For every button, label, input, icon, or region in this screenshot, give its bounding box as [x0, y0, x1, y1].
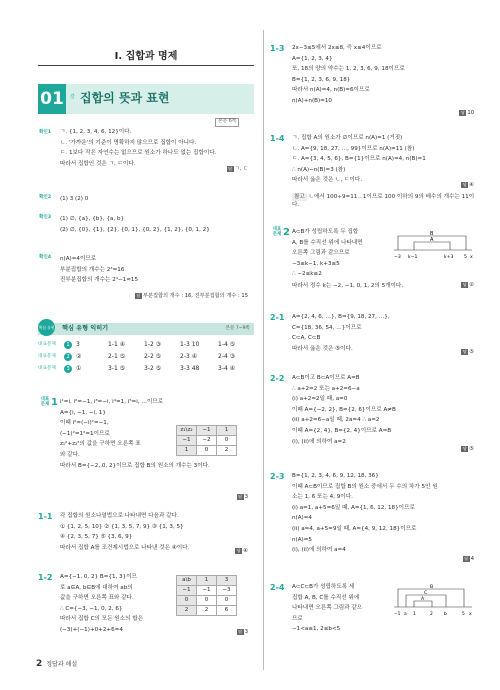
grid-cell: 1-1 ④: [108, 341, 126, 348]
table-cell: −1: [177, 586, 197, 596]
problem-2-2-solution: [270, 374, 480, 460]
grid-cell: 1-2 ③: [144, 341, 162, 348]
line: 따라서 집합 A를 조건제시법으로 나타낸 것은 ④이다.: [60, 544, 190, 551]
table-cell: z₁\z₂: [177, 426, 197, 436]
line: B={1, 2, 3, 6, 9, 18}: [292, 76, 351, 83]
practice-tag: 핵심 유형: [38, 319, 55, 336]
table-z: [176, 425, 237, 456]
line: ∴ n(A)−n(B)=3 (참): [292, 166, 346, 173]
block-label: 대표 문제: [40, 397, 50, 407]
problem-1-1-solution: [38, 512, 254, 560]
practice-range: 본문 7~9쪽: [225, 326, 250, 331]
practice-header: [38, 323, 254, 335]
problem-1-4-solution: [270, 134, 480, 194]
line: n(A)=4: [292, 515, 312, 522]
number-line-1: [392, 228, 474, 262]
grid-cell: 1-3 10: [180, 341, 200, 348]
grid-label: 대표문제: [38, 342, 56, 347]
number-line-2: [392, 583, 474, 617]
grid-row: [38, 352, 254, 364]
answer: 답 ④: [236, 548, 248, 554]
footer-text: 정답과 해설: [46, 661, 78, 668]
grid-number: 3: [64, 365, 72, 373]
check-block-1: [38, 128, 254, 184]
tick-label: 5: [464, 255, 467, 260]
chapter-title: I. 집합과 명제: [38, 50, 254, 64]
table-cell: 2: [177, 606, 197, 616]
line: 집합 A, B, C를 수직선 위에: [292, 594, 360, 601]
grid-cell: 1-4 ⑤: [218, 341, 236, 348]
set-label: B: [430, 231, 434, 237]
line: ① {1, 2, 5, 10} ② {1, 3, 5, 7, 9} ③ {1, 3, 5}: [60, 523, 184, 530]
grid-cell: 3-2 ⑤: [144, 365, 162, 372]
tick-label: −1: [394, 612, 401, 617]
practice-title: 핵심 유형 익히기: [62, 325, 109, 332]
line: 따라서 B={−2, 0, 2}이므로 집합 B의 원소의 개수는 3이다.: [60, 462, 210, 469]
line: 따라서 n(A)=4, n(B)=6이므로: [292, 87, 370, 94]
set-label: B: [430, 585, 434, 590]
problem-number: 1-4: [270, 134, 285, 143]
tick-label: x: [470, 255, 473, 260]
problem-number: 2-4: [270, 583, 285, 592]
table-cell: 0: [177, 596, 197, 606]
line: A⊂C⊂B가 성립하도록 세: [292, 584, 355, 590]
grid-label: 대표문제: [38, 366, 56, 371]
line: (ii) a+2=6−a일 때, 2a=4 ∴ a=2: [292, 417, 380, 424]
line: 각 집합의 원소나열법으로 나타내면 다음과 같다.: [60, 513, 179, 519]
answer: 답 ⑤: [462, 446, 474, 452]
table-cell: 0: [197, 446, 217, 456]
table-cell: 1: [197, 576, 217, 586]
line: 나타내면 오른쪽 그림과 같으: [292, 605, 363, 612]
line: 값을 구하면 오른쪽 표와 같다.: [60, 595, 134, 602]
line: ㄷ. 1보다 작은 자연수는 없으므로 원소가 하나도 없는 집합이다.: [60, 150, 217, 157]
block-label: 대표 문제: [272, 227, 282, 237]
problem-number: 1-3: [270, 44, 285, 53]
table-cell: 6: [217, 606, 237, 616]
line: 와 같다.: [60, 452, 80, 459]
line: 따라서 집합 C의 모든 원소의 합은: [60, 616, 144, 623]
line: ∴ −2≤k≤2: [292, 271, 322, 278]
table-cell: a\b: [177, 576, 197, 586]
set-label: A: [430, 237, 434, 243]
check-block-2: [38, 195, 254, 207]
table-cell: 3: [217, 576, 237, 586]
problem-number: 1-1: [38, 512, 53, 521]
table-cell: 0: [217, 596, 237, 606]
line: A⊂B가 성립하도록 두 집합: [292, 229, 359, 235]
line: A, B를 수직선 위에 나타내면: [292, 239, 363, 246]
line: (i) a+2=2일 때, a=0: [292, 396, 348, 403]
line: A={1, 2, 3, 4}: [292, 55, 333, 62]
problem-number: 2-1: [270, 313, 285, 322]
line: (1) 3 (2) 0: [60, 196, 89, 202]
block-label: 확인1: [38, 130, 52, 135]
line: 이때 A⊂B이므로 집합 B의 원소 중에서 두 수의 차가 5인 원: [292, 483, 438, 490]
grid-cell: 3: [76, 341, 80, 348]
answer-grid: [38, 340, 254, 376]
line: (−1)²=1²=1이므로: [60, 430, 110, 437]
tick-label: −3: [394, 255, 401, 260]
column-divider: [263, 30, 264, 670]
line: ㄱ. 집합 A의 원소가 ∅이므로 n(A)=1 (거짓): [292, 135, 403, 141]
line: ㄴ에서 100÷9=11…1이므로 100 이하의 9의 배수의 개수는 11이다.: [292, 194, 475, 209]
grid-row: [38, 364, 254, 376]
answer: 답 4: [464, 556, 474, 562]
section-suffix: 강: [70, 94, 75, 100]
set-label: A: [421, 597, 425, 602]
note-tag: 참고: [294, 194, 305, 200]
grid-cell: 3-4 ④: [218, 365, 236, 372]
tick-label: 2: [430, 612, 433, 617]
line: z₁²+z₂²의 값을 구하면 오른쪽 표: [60, 441, 141, 448]
block-label: 확인3: [38, 215, 52, 220]
line: A={i, −1, −i, 1}: [60, 409, 106, 416]
line: i¹=i, i²=−1, i³=−i, i⁴=1, i⁵=i, …이므로: [60, 399, 164, 405]
tick-label: 5: [462, 612, 465, 617]
grid-cell: 2-4 ③: [218, 353, 236, 360]
line: A={2, 4, 6, …}, B={9, 18, 27, …},: [292, 314, 390, 320]
grid-number: 2: [64, 353, 72, 361]
grid-cell: 2-3 ④: [180, 353, 198, 360]
line: 오른쪽 그림과 같으므로: [292, 250, 350, 257]
line: −3≤k−1, k+3≤5: [292, 260, 340, 267]
answer: 답 3: [238, 629, 248, 635]
line: 므로: [292, 615, 303, 622]
line: 따라서 집합인 것은 ㄱ, ㄷ이다.: [60, 160, 136, 167]
section-number: 01: [38, 84, 66, 114]
table-cell: −2: [197, 436, 217, 446]
table-cell: 0: [217, 436, 237, 446]
grid-cell: 3-1 ⑤: [108, 365, 126, 372]
section-banner: [38, 84, 254, 114]
line: 2x−3≤5에서 2x≤8, 즉 x≤4이므로: [292, 45, 382, 51]
line: (i), (ii)에 의하여 a=4: [292, 547, 346, 554]
line: A={−1, 0, 2} B={1, 3}이므: [60, 574, 138, 580]
page-number: 2: [36, 659, 43, 669]
grid-label: 대표문제: [38, 354, 56, 359]
block-label: 확인2: [38, 195, 52, 200]
line: (i), (ii)에 의하여 a=2: [292, 438, 346, 445]
line: C={18, 36, 54, …}이므로: [292, 324, 362, 331]
tick-label: a: [404, 612, 407, 617]
line: ㄷ. A={3, 4, 5, 6}, B={1}이므로 n(A)=4, n(B)=1: [292, 156, 426, 163]
line: n(A)+n(B)=10: [292, 98, 332, 105]
grid-cell: 2-1 ⑤: [108, 353, 126, 360]
line: 따라서 정수 k는 −2, −1, 0, 1, 2의 5개이다.: [292, 283, 404, 289]
table-cell: 1: [177, 446, 197, 456]
answer: 답 ④: [462, 182, 474, 188]
problem-number: 1: [51, 397, 58, 408]
line: ㄴ. A={9, 18, 27, …, 99}이므로 n(A)=11 (참): [292, 145, 415, 152]
answer: 답 10: [460, 110, 474, 116]
grid-cell: ①: [76, 365, 82, 372]
line: 이때 A={−2, 2}, B={2, 6}이므로 A≠B: [292, 406, 396, 413]
tick-label: k−1: [408, 255, 418, 260]
line: (2) ∅, {0}, {1}, {2}, {0, 1}, {0, 2}, {1, 2}, {0, 1, 2}: [60, 226, 210, 233]
tick-label: 1: [413, 612, 416, 617]
tick-label: x: [469, 612, 472, 617]
line: ㄴ. '가까운'의 기준이 명확하지 않으므로 집합이 아니다.: [60, 139, 197, 146]
grid-cell: 2-2 ⑤: [144, 353, 162, 360]
table-cell: −3: [217, 586, 237, 596]
table-cell: −1: [177, 436, 197, 446]
problem-number: 2-3: [270, 472, 285, 481]
block-label: 확인4: [38, 255, 52, 260]
problem-1-3-solution: [270, 44, 480, 124]
table-cell: −1: [197, 426, 217, 436]
problem-2-3-solution: [270, 472, 480, 572]
grid-row: [38, 340, 254, 352]
problem-number: 2-2: [270, 374, 285, 383]
note: [270, 193, 480, 213]
line: B={1, 2, 3, 4, 6, 9, 12, 18, 36}: [292, 473, 379, 479]
line: n(A)=4이므로: [60, 256, 97, 262]
problem-number: 2: [283, 227, 290, 238]
answer: 답 부분집합의 개수 : 16, 진부분집합의 개수 : 15: [136, 293, 248, 299]
table-cell: 2: [197, 606, 217, 616]
grid-cell: 3-3 48: [180, 365, 200, 372]
line: ㄱ. {1, 2, 3, 4, 6, 12}이다.: [60, 129, 132, 135]
answer: 답 3: [238, 494, 248, 500]
table-cell: 0: [197, 596, 217, 606]
answer: 답 ⑤: [462, 349, 474, 355]
line: 소는 1, 6 또는 4, 9이다.: [292, 494, 353, 501]
line: 따라서 옳은 것은 ⑤이다.: [292, 345, 353, 352]
line: A⊂B이고 B⊂A이므로 A=B: [292, 375, 360, 381]
line: 이때 i²=(−i)²=−1,: [60, 420, 109, 427]
problem-2-1-solution: [270, 313, 480, 363]
line: n(A)=5: [292, 536, 312, 543]
line: −1<a≤1, 2≤b<5: [292, 626, 341, 633]
problem-number: 1-2: [38, 573, 53, 582]
section-title: 집합의 뜻과 표현: [80, 91, 170, 105]
grid-cell: ②: [76, 353, 82, 360]
tick-label: k+3: [444, 255, 454, 260]
check-block-3: [38, 215, 254, 241]
table-cell: 2: [217, 446, 237, 456]
page-range: 본문 6쪽: [215, 118, 239, 127]
line: (i) a=1, a+5=6일 때, A={1, 6, 12, 18}이므로: [292, 504, 415, 511]
table-ab: [176, 575, 237, 616]
line: 로 a∈A, b∈B에 대하여 ab의: [60, 584, 133, 591]
line: 또, 18의 양의 약수는 1, 2, 3, 6, 9, 18이므로: [292, 66, 405, 73]
line: 진부분집합의 개수는 2⁴−1=15: [60, 277, 139, 284]
answer: 답 ㄱ, ㄷ: [228, 166, 248, 172]
table-cell: −1: [197, 586, 217, 596]
page-footer: [36, 658, 77, 671]
grid-number: 1: [64, 341, 72, 349]
table-cell: 1: [217, 426, 237, 436]
tick-label: b: [444, 612, 447, 617]
check-block-4: [38, 255, 254, 305]
line: (−3)+(−1)+0+2+6=4: [60, 627, 123, 634]
line: 이때 A={2, 4}, B={2, 4}이므로 A=B: [292, 428, 392, 435]
line: 따라서 옳은 것은 ㄴ, ㄷ이다.: [292, 177, 363, 184]
set-label: C: [424, 591, 428, 596]
line: (ii) a=4, a+5=9일 때, A={4, 9, 12, 18}이므로: [292, 526, 417, 533]
line: ④ {2, 3, 5, 7} ⑤ {3, 6, 9}: [60, 534, 133, 541]
line: ∴ a+2=2 또는 a+2=6−a: [292, 385, 360, 392]
line: (1) ∅, {a}, {b}, {a, b}: [60, 216, 125, 222]
line: ∴ C={−3, −1, 0, 2, 6}: [60, 605, 123, 612]
answer: 답 ②: [462, 282, 474, 288]
line: 부분집합의 개수는 2⁴=16: [60, 266, 125, 273]
line: C⊂A, C⊂B: [292, 335, 321, 342]
